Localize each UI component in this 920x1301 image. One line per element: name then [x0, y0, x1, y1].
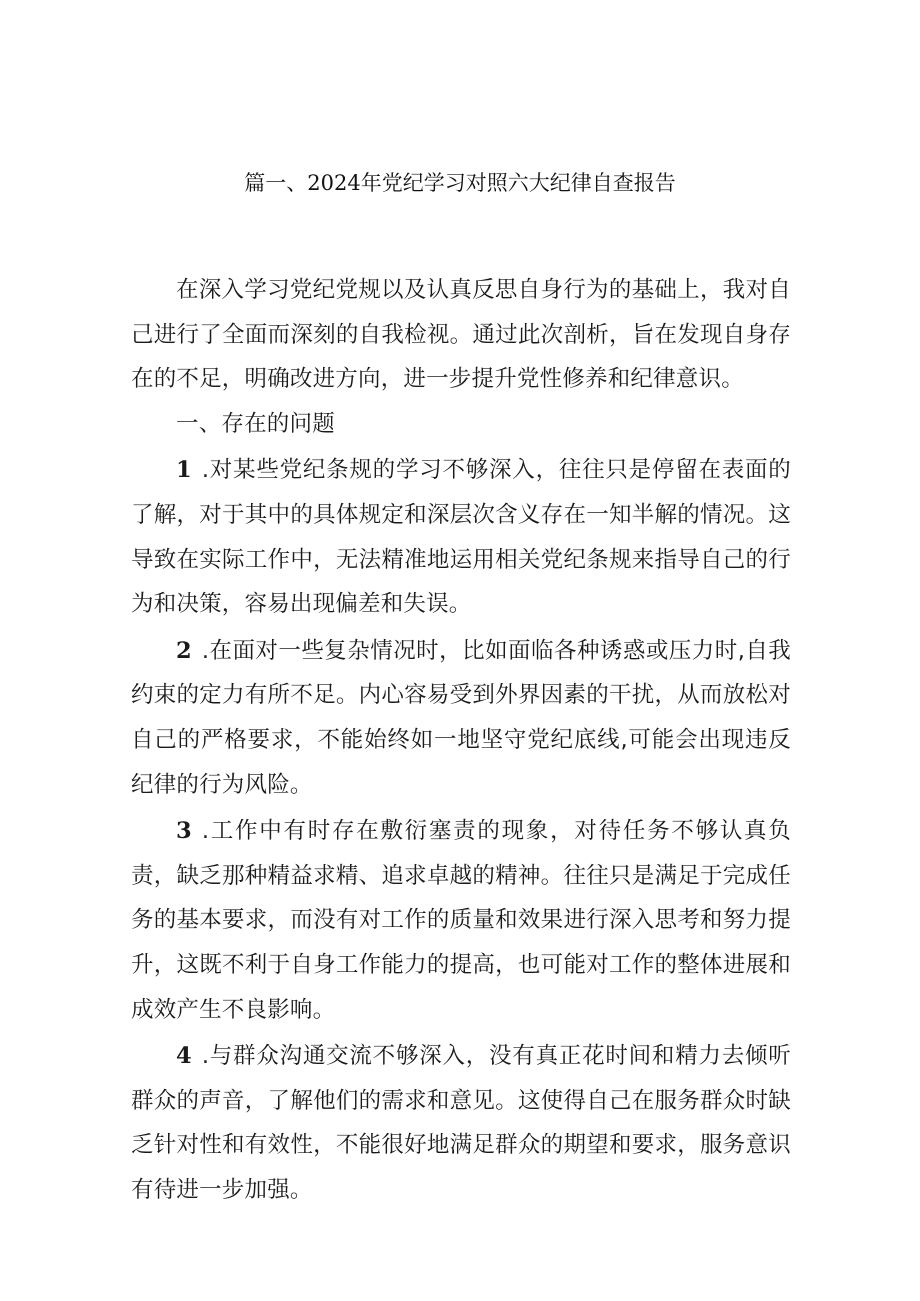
issue-number: 1	[176, 457, 192, 484]
issue-text: .与群众沟通交流不够深入，没有真正花时间和精力去倾听群众的声音，了解他们的需求和意见。这使得自己在服务群众时缺乏针对性和有效性，不能很好地满足群众的期望和要求，服务意识有待进一步加强。	[131, 1043, 791, 1203]
issue-number: 4	[176, 1043, 192, 1070]
document-body	[131, 268, 791, 1212]
issue-item-2	[131, 629, 791, 807]
issue-item-1	[131, 448, 791, 626]
issue-text: .对某些党纪条规的学习不够深入，往往只是停留在表面的了解，对于其中的具体规定和深层次含义存在一知半解的情况。这导致在实际工作中，无法精准地运用相关党纪条规来指导自己的行为和决策，容易出现偏差和失误。	[131, 457, 791, 618]
document-title: 篇一、2024年党纪学习对照六大纪律自查报告	[244, 171, 676, 195]
issue-item-3	[131, 809, 791, 1032]
section-heading: 一、存在的问题	[176, 410, 335, 437]
issue-number: 2	[176, 637, 192, 664]
intro-paragraph: 在深入学习党纪党规以及认真反思自身行为的基础上，我对自己进行了全面而深刻的自我检视。通过此次剖析，旨在发现自身存在的不足，明确改进方向，进一步提升党性修养和纪律意识。	[131, 277, 791, 393]
issue-text: .工作中有时存在敷衍塞责的现象，对待任务不够认真负责，缺乏那种精益求精、追求卓越的精神。往往只是满足于完成任务的基本要求，而没有对工作的质量和效果进行深入思考和努力提升，这既不利于自身工作能力的提高，也可能对工作的整体进展和成效产生不良影响。	[131, 818, 791, 1023]
issue-item-4	[131, 1034, 791, 1212]
issue-text: .在面对一些复杂情况时，比如面临各种诱惑或压力时,自我约束的定力有所不足。内心容易受到外界因素的干扰，从而放松对自己的严格要求，不能始终如一地坚守党纪底线,可能会出现违反纪律的行为风险。	[131, 637, 791, 798]
issue-number: 3	[176, 818, 192, 845]
